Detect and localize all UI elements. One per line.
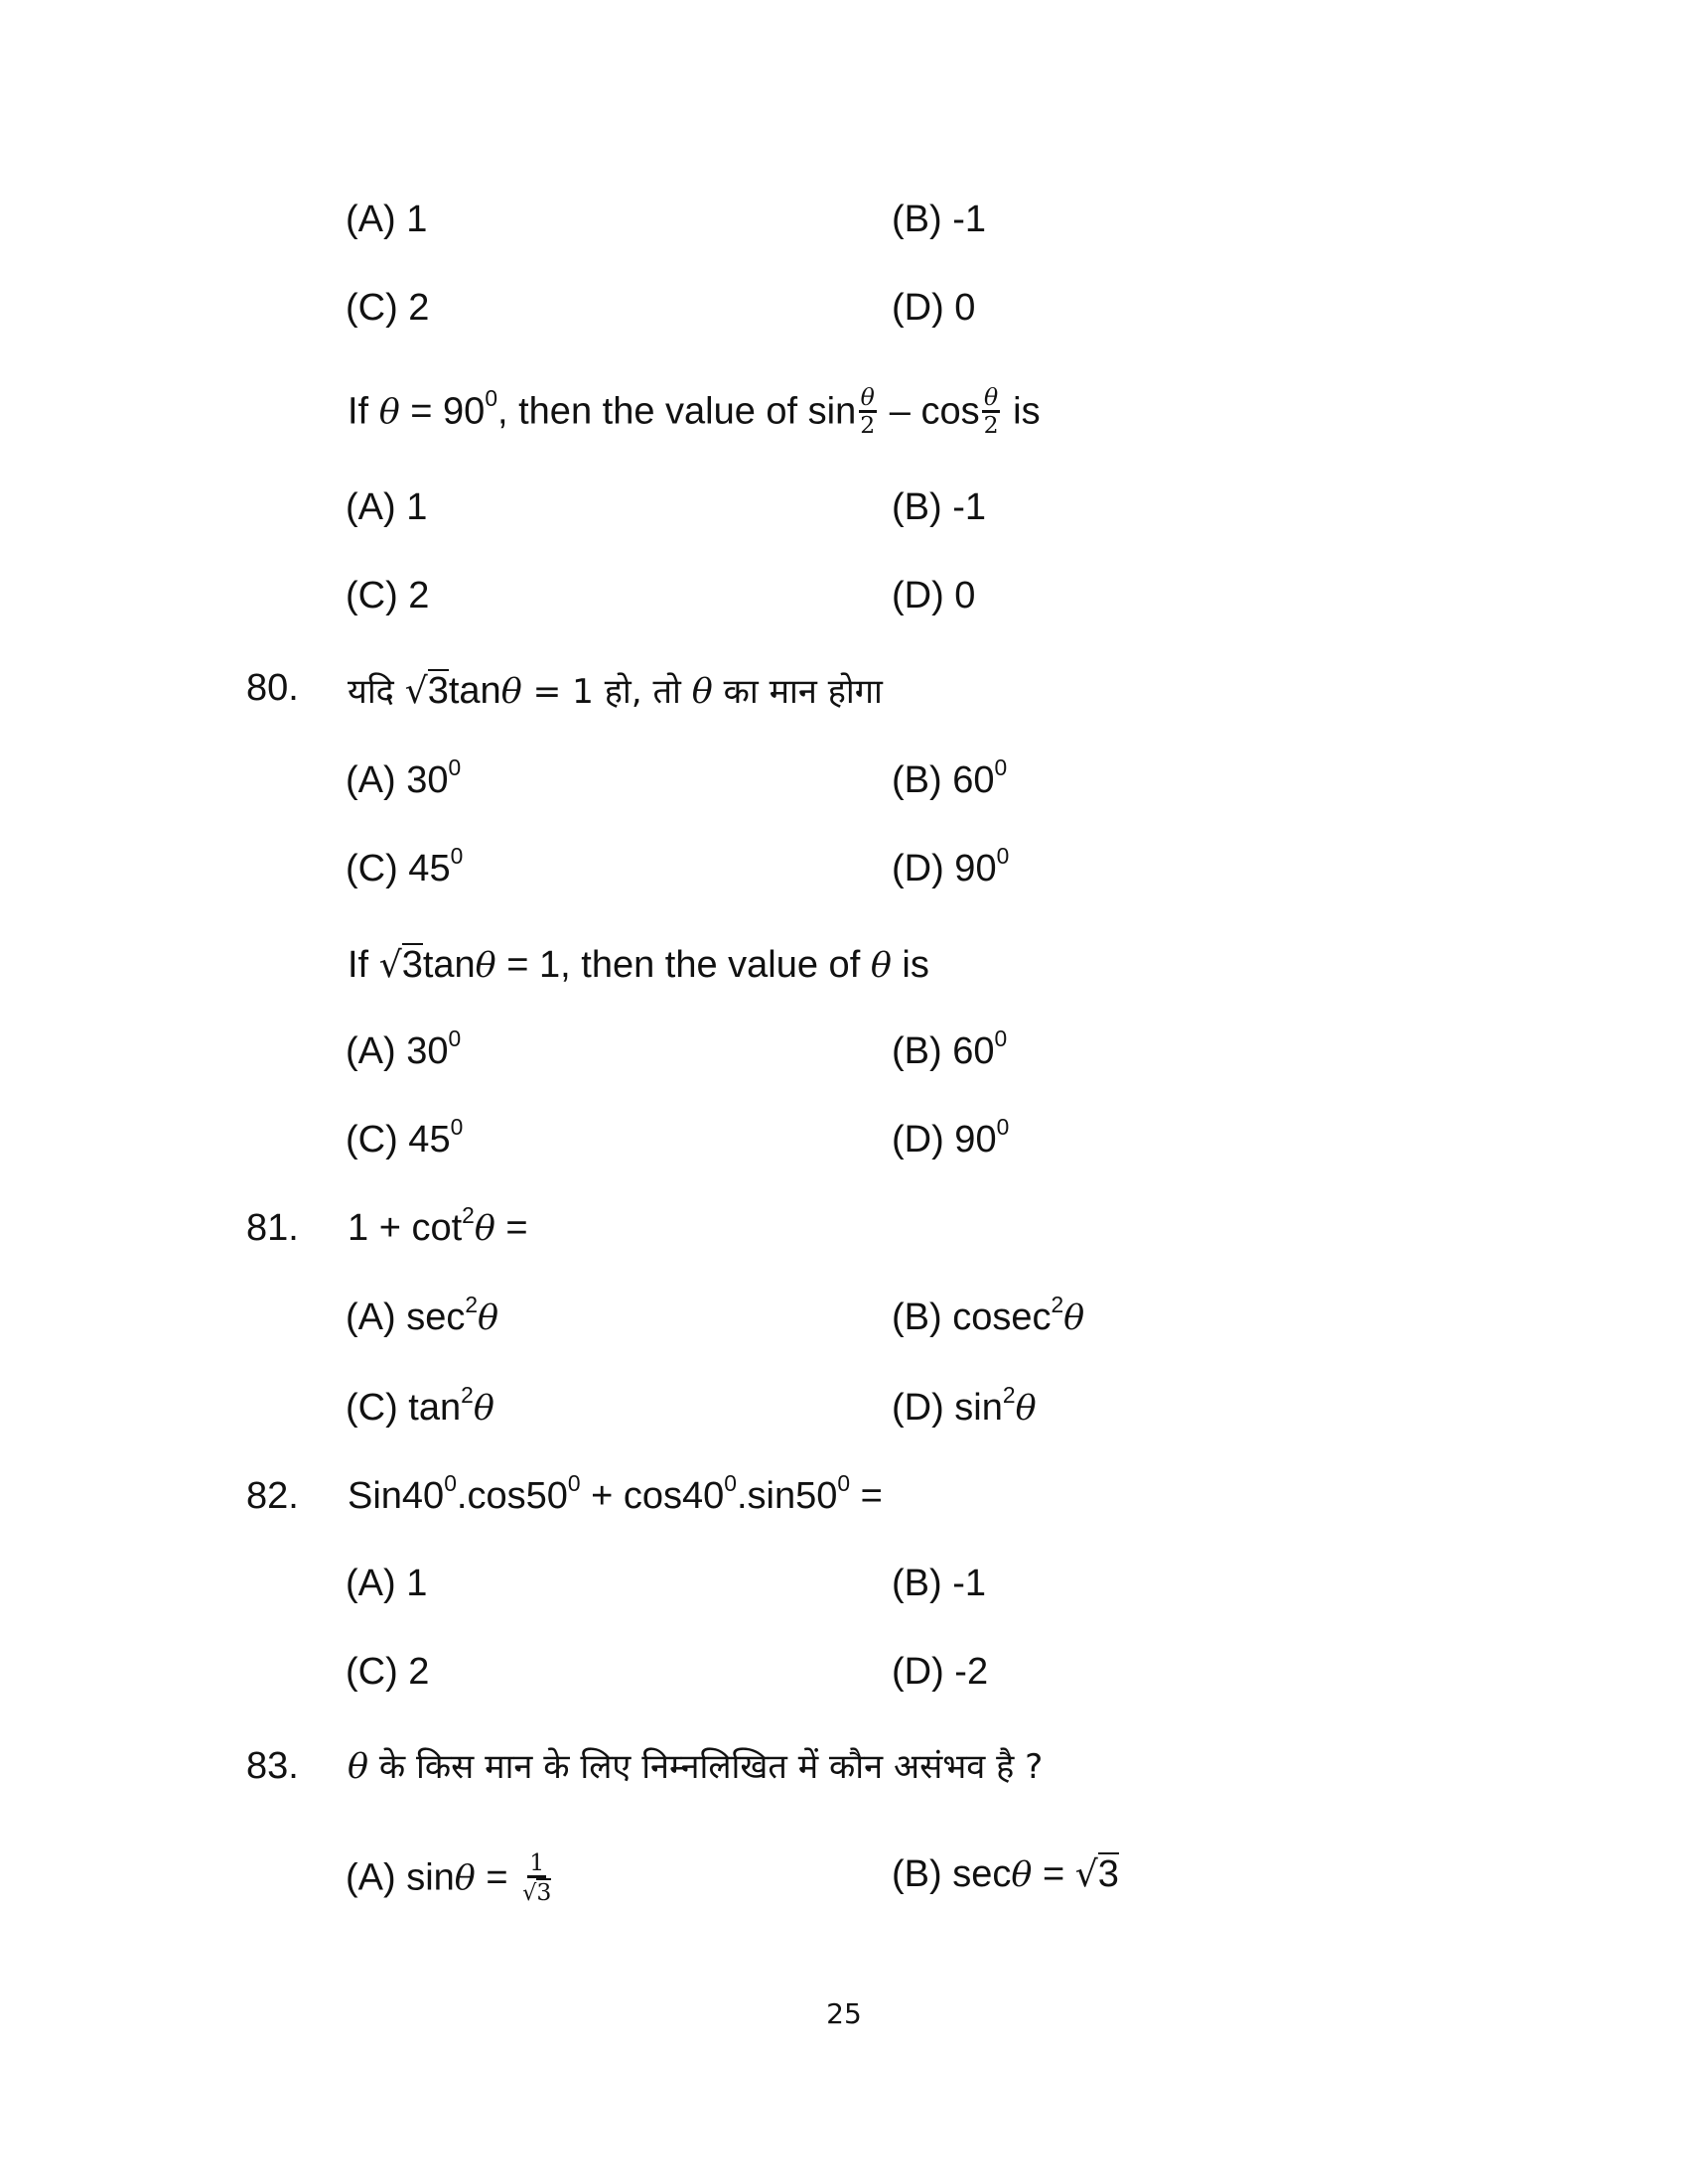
option-d: (D) 0 xyxy=(892,575,976,616)
option-a: (A) 1 xyxy=(346,486,428,528)
option-a: (A) 1 xyxy=(346,1563,428,1604)
option-a: (A) sinθ = $\frac{1}{√3}$ xyxy=(346,1848,552,1906)
option-c: (C) $\tan^2\theta$ xyxy=(346,1381,494,1429)
option-b: (B) $60^0$ xyxy=(892,1024,1008,1072)
option-a: (A) 1 xyxy=(346,199,428,240)
question-number: 83. xyxy=(246,1745,299,1787)
option-b: (B) -1 xyxy=(892,1563,986,1604)
question-stem-english: If √3tanθ = 1, then the value of θ is xyxy=(348,944,929,986)
option-c: (C) 2 xyxy=(346,287,430,329)
question-number: 82. xyxy=(246,1475,299,1517)
option-b: (B) $60^0$ xyxy=(892,753,1008,801)
option-b: (B) -1 xyxy=(892,486,986,528)
option-c: (C) $45^0$ xyxy=(346,842,464,889)
question-stem-english: If $\theta = 90^0$, then the value of sin $\frac{\theta}{2}$ – cos $\frac{\theta}{2}$ is xyxy=(348,383,1041,439)
square-root: √3 xyxy=(522,1877,552,1906)
option-d: (D) 0 xyxy=(892,287,976,329)
fraction: $\frac{\theta}{2}$ xyxy=(860,383,876,439)
fraction: $\frac{\theta}{2}$ xyxy=(983,383,999,439)
option-d: (D) $90^0$ xyxy=(892,1113,1010,1160)
question-stem: $1 + \cot^2\theta$ = xyxy=(348,1201,528,1249)
option-b: (B) cosec$^2$θ xyxy=(892,1291,1085,1338)
option-d: (D) $90^0$ xyxy=(892,842,1010,889)
question-stem-hindi: यदि √3tanθ = 1 हो, तो θ का मान होगा xyxy=(348,670,883,712)
question-stem: $Sin40^0.\cos 50^0 + \cos 40^0.\sin 50^0$ = xyxy=(348,1469,883,1517)
square-root: √3 xyxy=(404,670,449,712)
page-number: 25 xyxy=(826,1997,862,2030)
question-number: 80. xyxy=(246,667,299,709)
option-c: (C) 2 xyxy=(346,1651,430,1693)
fraction: $\frac{1}{√3}$ xyxy=(522,1848,552,1906)
option-b: (B) -1 xyxy=(892,199,986,240)
question-number: 81. xyxy=(246,1207,299,1249)
option-d: (D) $\sin^2\theta$ xyxy=(892,1381,1037,1429)
square-root: √3 xyxy=(1074,1853,1119,1895)
option-b: (B) secθ = √3 xyxy=(892,1853,1119,1895)
option-c: (C) 2 xyxy=(346,575,430,616)
option-a: (A) $\sec^2\theta$ xyxy=(346,1291,499,1338)
question-stem-hindi: θ के किस मान के लिए निम्नलिखित में कौन असंभव है ? xyxy=(348,1747,1044,1787)
option-d: (D) -2 xyxy=(892,1651,989,1693)
option-a: (A) $30^0$ xyxy=(346,753,462,801)
option-a: (A) $30^0$ xyxy=(346,1024,462,1072)
square-root: √3 xyxy=(378,944,423,986)
option-c: (C) $45^0$ xyxy=(346,1113,464,1160)
